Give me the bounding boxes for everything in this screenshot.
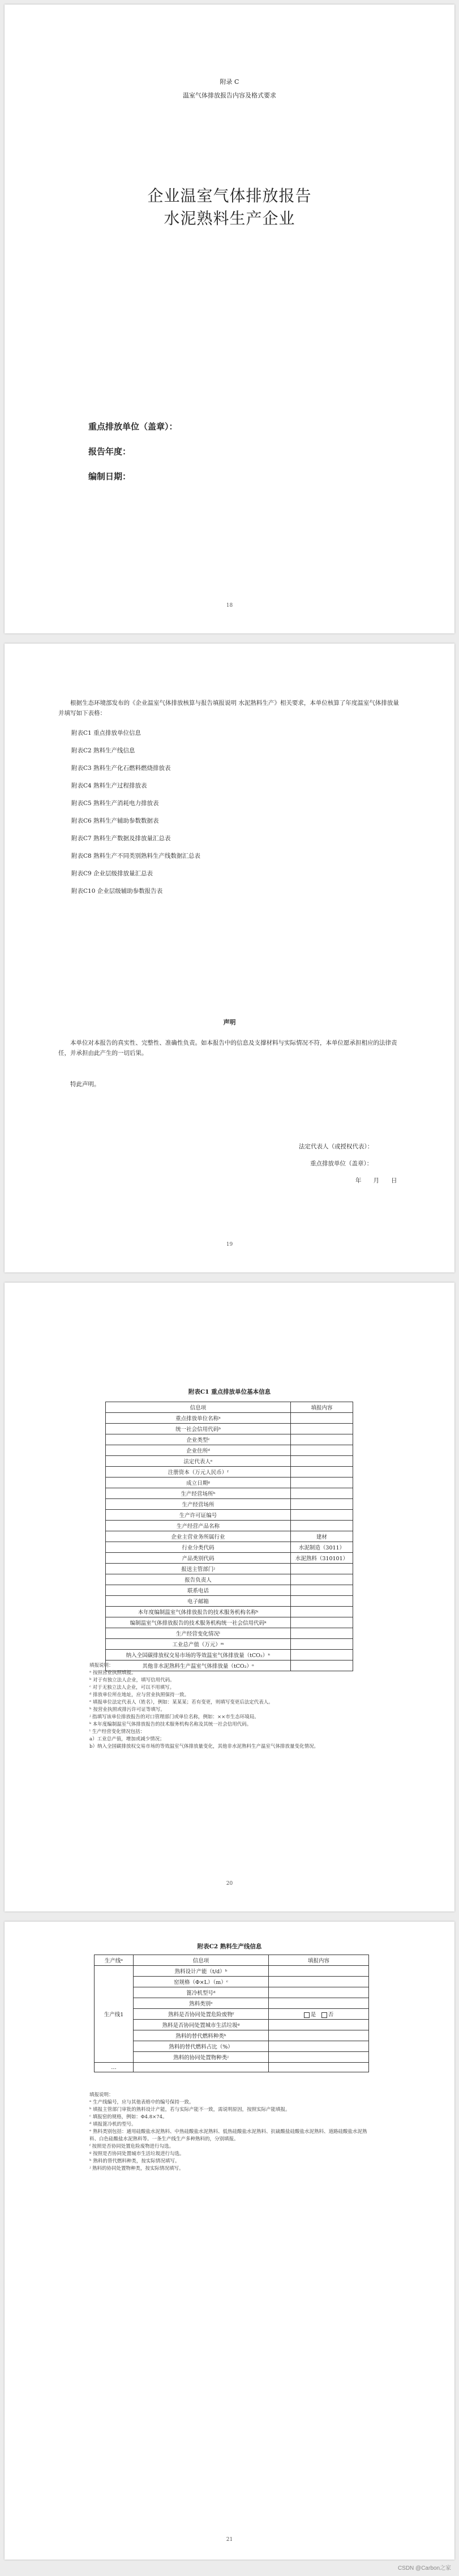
note-line: ᵃ 按照营业执照填报。	[89, 1670, 136, 1676]
item-cell: 企业主营业务所属行业	[106, 1531, 291, 1542]
item-cell: 电子邮箱	[106, 1596, 291, 1607]
checkbox-yes[interactable]	[304, 2012, 310, 2018]
value-cell	[291, 1467, 353, 1478]
header-cell: 填报内容	[291, 1402, 353, 1413]
table-c1	[105, 1402, 353, 1671]
item-cell: 企业住所ᵈ	[106, 1445, 291, 1456]
empty-cell	[269, 2063, 369, 2072]
note-line: ᶜ 填报窑的规格，例如：Φ4.8×74。	[89, 2114, 168, 2120]
item-cell: 熟料设计产能（t/d）ᵇ	[134, 1966, 269, 1977]
value-cell	[291, 1628, 353, 1639]
item-cell: 工业总产值（万元）ᵐ	[106, 1639, 291, 1650]
checkbox-no[interactable]	[321, 2012, 327, 2018]
note-line: a）工业总产值，增加或减少情况；	[89, 1736, 165, 1742]
table-row	[106, 1542, 353, 1553]
field-date: 编制日期：	[88, 471, 131, 482]
value-cell	[291, 1617, 353, 1628]
item-cell: 生产许可证编号	[106, 1510, 291, 1521]
value-cell	[291, 1521, 353, 1531]
item-cell: 法定代表人ᵉ	[106, 1456, 291, 1467]
sign-date: 年 月 日	[355, 1177, 397, 1184]
note-line: ᵍ 按照是否协同处置城市生活垃圾进行勾选。	[89, 2151, 185, 2157]
value-cell: 水泥制造（3011）	[291, 1542, 353, 1553]
notes-c1	[89, 1662, 372, 1751]
page-number: 19	[226, 1242, 233, 1247]
table-row	[106, 1499, 353, 1510]
table-row	[106, 1531, 353, 1542]
table-c2	[94, 1955, 369, 2072]
value-cell	[269, 2009, 369, 2020]
page-table-c1	[5, 1283, 454, 1911]
table-row	[106, 1585, 353, 1596]
value-cell	[269, 2030, 369, 2041]
table-caption: 附表C2 熟料生产线信息	[197, 1943, 262, 1950]
note-line: ᵈ 排放单位所在地址，应与营业执照保持一致。	[89, 1692, 190, 1698]
check-yes-label: 是	[310, 2012, 316, 2018]
item-cell: 熟料类别ᵉ	[134, 1998, 269, 2009]
note-line: ᵏ 本年度编制温室气体排放报告的技术服务机构名称及其统一社会信用代码。	[89, 1722, 252, 1727]
table-row	[106, 1596, 353, 1607]
note-line: ᵇ 填报主管部门审批的熟料设计产能，若与实际产能不一致，需说明原因，按照实际产能填报。	[89, 2107, 290, 2113]
value-cell	[269, 1987, 369, 1998]
table-row	[106, 1553, 353, 1564]
item-cell: 其他非水泥熟料生产温室气体排放量（tCO₂）ᵒ	[106, 1660, 291, 1671]
item-cell: 企业类型ᶜ	[106, 1434, 291, 1445]
note-line: ʲ 熟料的协同处置物种类，按实际情况填写。	[89, 2166, 184, 2171]
note-line: ᶜ 对于无独立法人企业，可以不用填写。	[89, 1685, 175, 1691]
appendix-list	[71, 729, 200, 904]
table-row	[106, 1488, 353, 1499]
item-cell: 熟料的协同处置物种类ʲ	[134, 2052, 269, 2063]
list-item: 附表C2 熟料生产线信息	[71, 747, 135, 754]
table-row	[106, 1564, 353, 1574]
table-row	[106, 1478, 353, 1488]
sign-unit-stamp: 重点排放单位（盖章）：	[310, 1160, 373, 1167]
empty-cell	[134, 2063, 269, 2072]
item-cell: 注册资本（万元人民币）ᶠ	[106, 1467, 291, 1478]
note-line: ᵃ 生产线编号，应与其他表格中的编号保持一致。	[89, 2100, 194, 2105]
value-cell	[291, 1434, 353, 1445]
table-row	[95, 1977, 369, 1987]
value-cell	[269, 1966, 369, 1977]
value-cell	[291, 1574, 353, 1585]
table-row	[95, 1998, 369, 2009]
item-cell: 生产经营产品名称	[106, 1521, 291, 1531]
table-row	[95, 1966, 369, 1977]
item-cell: 熟料是否协同处置城市生活垃圾ᵍ	[134, 2020, 269, 2030]
table-row	[106, 1574, 353, 1585]
header-cell: 填报内容	[269, 1955, 369, 1966]
note-line: ʲ 指填写该单位排放报告的对口管理部门或单位名称，例如：××市生态环境局。	[89, 1714, 259, 1720]
report-title: 企业温室气体排放报告	[147, 186, 312, 205]
list-item: 附表C3 熟料生产化石燃料燃烧排放表	[71, 765, 171, 772]
value-cell	[291, 1424, 353, 1434]
list-item: 附表C5 熟料生产消耗电力排放表	[71, 800, 159, 807]
header-cell: 信息项	[134, 1955, 269, 1966]
line-label-cell: 生产线1	[95, 1966, 134, 2063]
item-cell: 产品类别代码	[106, 1553, 291, 1564]
table-row	[106, 1521, 353, 1531]
value-cell	[291, 1445, 353, 1456]
table-row	[95, 2009, 369, 2020]
table-row	[95, 2063, 369, 2072]
page-number: 20	[226, 1881, 233, 1887]
list-item: 附表C8 熟料生产不同类别熟料生产线数据汇总表	[71, 853, 201, 859]
declaration-text: 本单位对本报告的真实性、完整性、准确性负责。如本报告中的信息及支撑材料与实际情况不符，本单位愿承担相应的法律责任，并承担由此产生的一切后果。	[58, 1040, 397, 1057]
page-cover	[5, 5, 454, 633]
page-contents	[5, 644, 454, 1272]
table-row	[95, 2030, 369, 2041]
item-cell: 成立日期ᵍ	[106, 1478, 291, 1488]
note-line: ᵇ 对于有独立法人企业，填写信用代码。	[89, 1677, 175, 1683]
sign-legal-rep: 法定代表人（或授权代表）：	[299, 1143, 374, 1150]
item-cell: 重点排放单位名称ᵃ	[106, 1413, 291, 1424]
page-number: 21	[226, 2537, 233, 2543]
value-cell	[291, 1607, 353, 1617]
table-row	[95, 2020, 369, 2030]
note-line: ᵉ 填报单位法定代表人（姓名），例如：某某某；若有变更，则填写变更后法定代表人。	[89, 1700, 273, 1705]
table-row	[106, 1456, 353, 1467]
value-cell: 水泥熟料（310101）	[291, 1553, 353, 1564]
item-cell: 统一社会信用代码ᵇ	[106, 1424, 291, 1434]
value-cell	[269, 2052, 369, 2063]
table-row	[95, 1987, 369, 1998]
report-subtitle: 水泥熟料生产企业	[164, 209, 295, 228]
page-number: 18	[226, 603, 233, 608]
note-line: b）纳入全国碳排放权交易市场的等效温室气体排放量变化，其他非水泥熟料生产温室气体排放量变化情况。	[89, 1744, 319, 1749]
item-cell: 熟料的替代燃料占比（%）	[134, 2041, 269, 2052]
appendix-subtitle: 温室气体排放报告内容及格式要求	[183, 92, 276, 99]
field-year: 报告年度：	[88, 446, 131, 457]
note-line: ʰ 熟料的替代燃料种类，按实际情况填写。	[89, 2158, 180, 2164]
page-table-c2	[5, 1922, 454, 2560]
table-row	[106, 1510, 353, 1521]
note-line: ᵉ 熟料类别包括：通用硅酸盐水泥熟料、中热硅酸盐水泥熟料、低热硅酸盐水泥熟料、抗硫酸盐硅酸盐水泥熟料、道路硅酸盐水泥熟料、白色硅酸盐水泥熟料等。一条生产线生产多种熟料的，分别填报。	[89, 2129, 367, 2142]
item-cell: 行业分类代码	[106, 1542, 291, 1553]
appendix-label: 附录 C	[220, 78, 239, 86]
declaration-title: 声明	[223, 1019, 236, 1026]
value-cell: 建材	[291, 1531, 353, 1542]
table-row	[95, 2041, 369, 2052]
table-row	[106, 1650, 353, 1660]
ellipsis-cell: …	[95, 2063, 134, 2072]
item-cell: 篦冷机型号ᵈ	[134, 1987, 269, 1998]
value-cell	[291, 1456, 353, 1467]
item-cell: 生产经营场所	[106, 1499, 291, 1510]
check-no-label: 否	[328, 2012, 334, 2018]
value-cell	[269, 1977, 369, 1987]
notes-title: 填报说明：	[89, 1663, 114, 1668]
value-cell	[291, 1564, 353, 1574]
table-row	[106, 1445, 353, 1456]
item-cell: 熟料的替代燃料种类ʰ	[134, 2030, 269, 2041]
header-cell: 信息项	[106, 1402, 291, 1413]
intro-paragraph: 根据生态环境部发布的《企业温室气体排放核算与报告填报说明 水泥熟料生产》相关要求，本单位核算了年度温室气体排放量并填写如下表格：	[58, 700, 399, 717]
watermark: CSDN @Carbon之家	[397, 2565, 451, 2571]
item-cell: 纳入全国碳排放权交易市场的等效温室气体排放量（tCO₂）ⁿ	[106, 1650, 291, 1660]
table-row	[95, 2052, 369, 2063]
value-cell	[269, 2041, 369, 2052]
list-item: 附表C7 熟料生产数据及排放量汇总表	[71, 835, 171, 842]
header-cell: 生产线ᵃ	[95, 1955, 134, 1966]
note-line: ˡ 生产经营变化情况包括：	[89, 1729, 145, 1735]
table-header-row	[106, 1402, 353, 1413]
item-cell: 生产经营场所ʰ	[106, 1488, 291, 1499]
table-row	[106, 1434, 353, 1445]
value-cell	[269, 1998, 369, 2009]
value-cell	[291, 1413, 353, 1424]
item-cell: 窑规格（Φ×L）（m）ᶜ	[134, 1977, 269, 1987]
list-item: 附表C1 重点排放单位信息	[71, 730, 141, 736]
item-cell: 编制温室气体排放报告的技术服务机构统一社会信用代码ᵏ	[106, 1617, 291, 1628]
value-cell	[291, 1499, 353, 1510]
note-line: ʰ 按营业执照或排污许可证等填写。	[89, 1707, 165, 1713]
list-item: 附表C4 熟料生产过程排放表	[71, 782, 147, 789]
notes-c2	[89, 2092, 372, 2173]
table-row	[106, 1639, 353, 1650]
list-item: 附表C9 企业层级排放量汇总表	[71, 870, 153, 877]
item-cell: 报告负责人	[106, 1574, 291, 1585]
table-row	[106, 1424, 353, 1434]
table-header-row	[95, 1955, 369, 1966]
value-cell	[291, 1478, 353, 1488]
table-row	[106, 1628, 353, 1639]
table-row	[106, 1413, 353, 1424]
table-row	[106, 1467, 353, 1478]
notes-title: 填报说明：	[89, 2092, 114, 2098]
item-cell: 生产经营变化情况ˡ	[106, 1628, 291, 1639]
note-line: ᶠ 按照是否协同处置危险废物进行勾选。	[89, 2144, 174, 2149]
item-cell: 报送主管部门ʲ	[106, 1564, 291, 1574]
value-cell	[291, 1488, 353, 1499]
table-row	[106, 1607, 353, 1617]
value-cell	[291, 1650, 353, 1660]
list-item: 附表C10 企业层级辅助参数报告表	[71, 888, 163, 895]
value-cell	[291, 1585, 353, 1596]
value-cell	[269, 2020, 369, 2030]
field-unit: 重点排放单位（盖章）：	[88, 421, 178, 432]
item-cell: 联系电话	[106, 1585, 291, 1596]
table-caption: 附表C1 重点排放单位基本信息	[188, 1389, 271, 1395]
list-item: 附表C6 熟料生产辅助参数数据表	[71, 817, 159, 824]
value-cell	[291, 1510, 353, 1521]
note-line: ᵈ 填报篦冷机的型号。	[89, 2122, 136, 2127]
declaration-closing: 特此声明。	[70, 1081, 100, 1088]
value-cell	[291, 1639, 353, 1650]
value-cell	[291, 1596, 353, 1607]
table-row	[106, 1617, 353, 1628]
item-cell: 本年度编制温室气体排放报告的技术服务机构名称ᵏ	[106, 1607, 291, 1617]
item-cell: 熟料是否协同处置危险废物ᶠ	[134, 2009, 269, 2020]
